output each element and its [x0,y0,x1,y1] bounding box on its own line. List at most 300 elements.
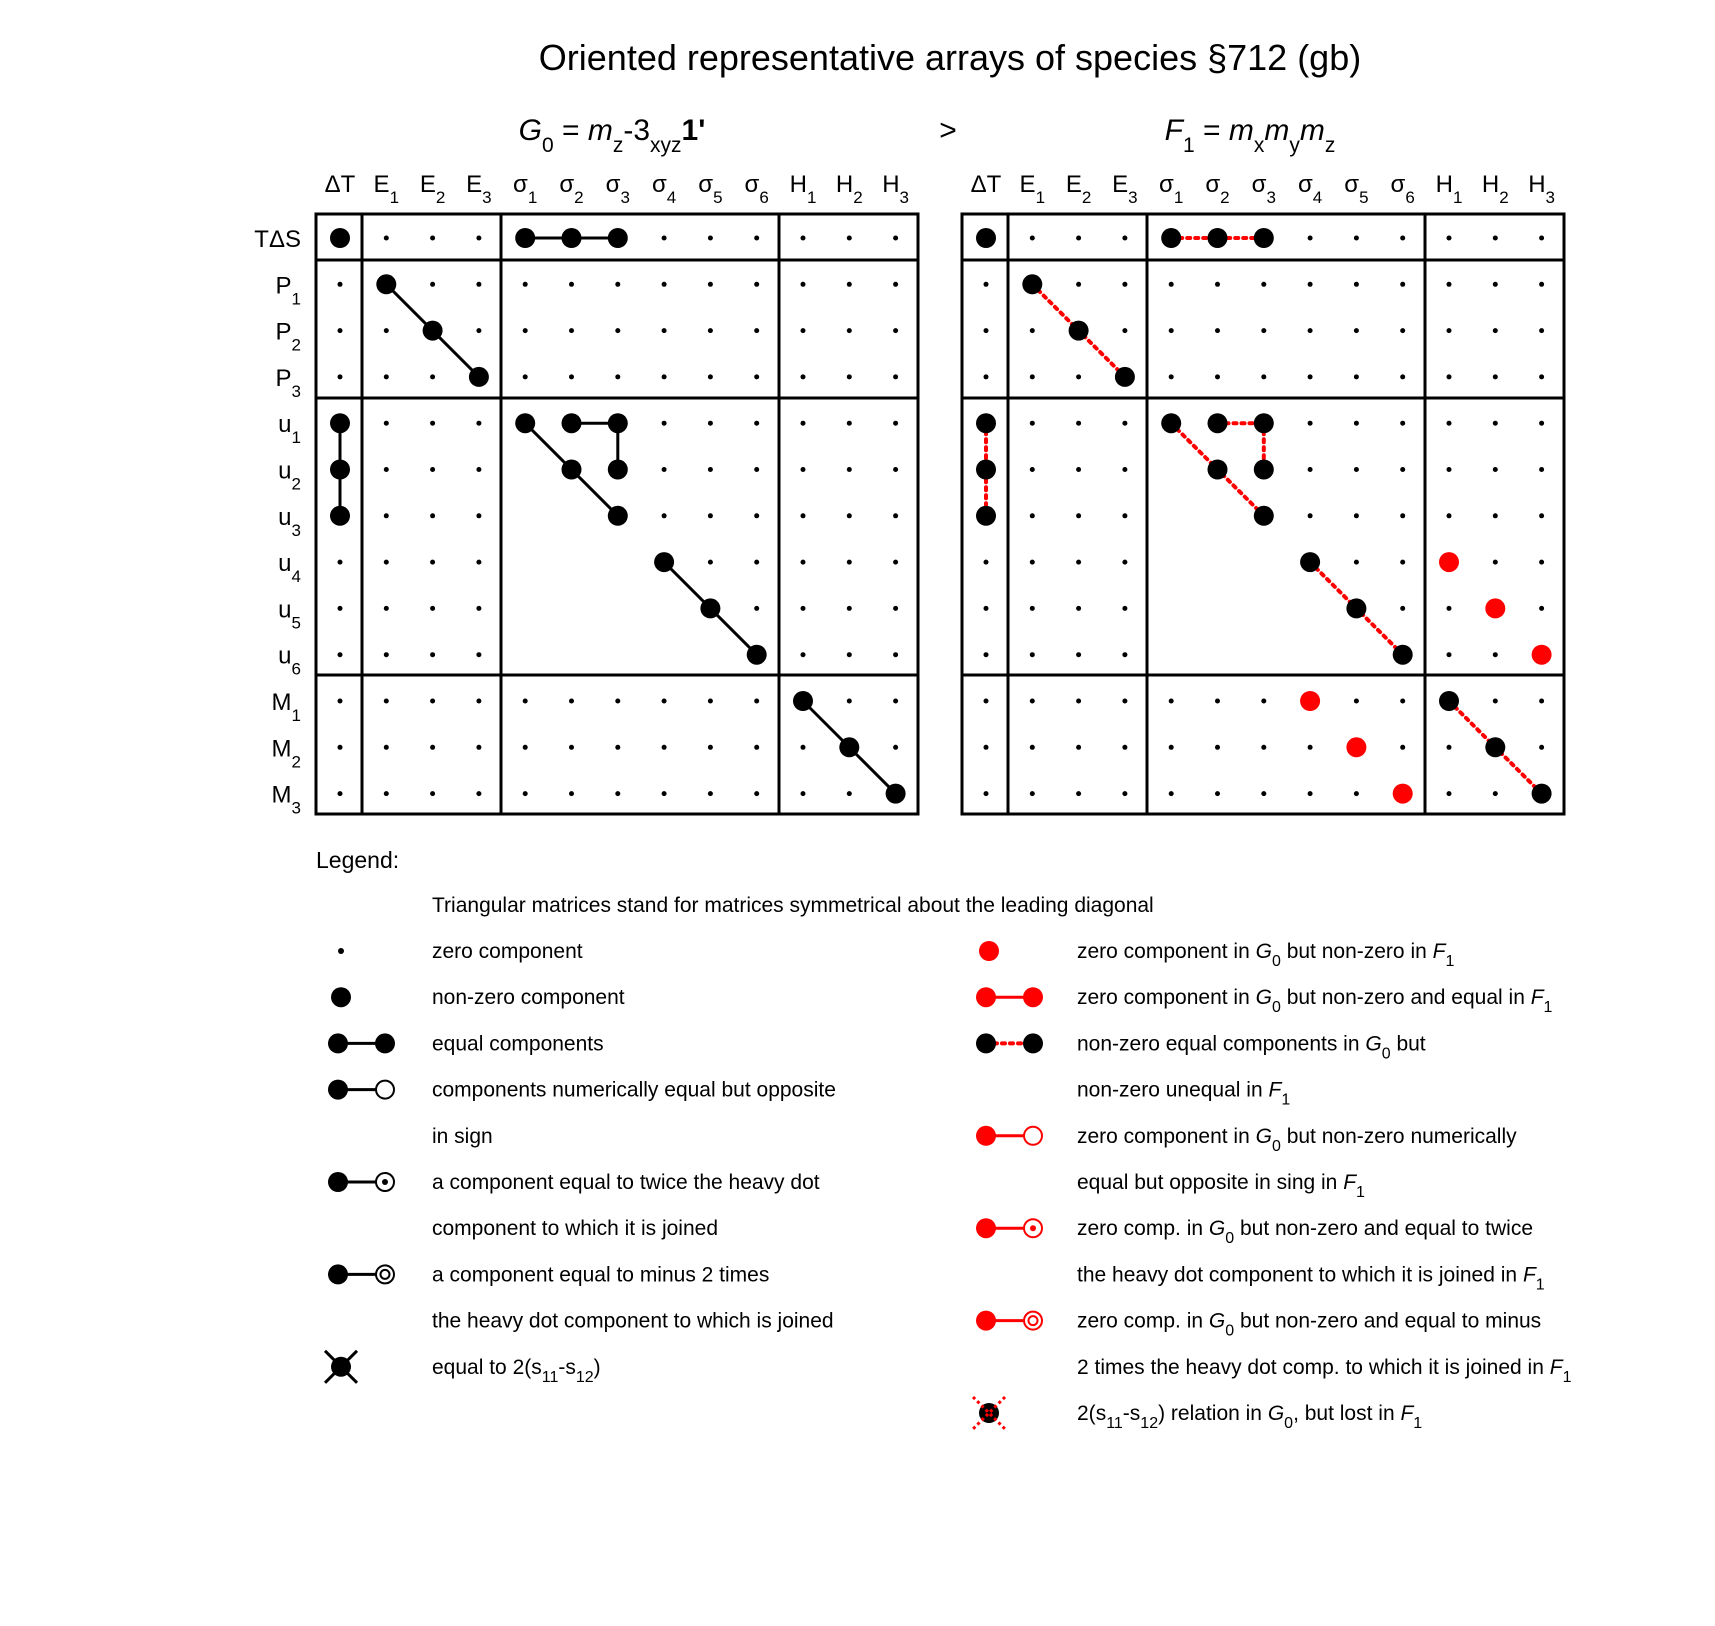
zero-component [338,745,343,750]
zero-component [754,421,759,426]
zero-component [1308,791,1313,796]
zero-component [984,745,989,750]
left-col-header: $E_2$ [419,171,446,207]
zero-component [1076,791,1081,796]
zero-component [1493,699,1498,704]
zero-component [1447,421,1452,426]
zero-component [1076,513,1081,518]
zero-component [1030,791,1035,796]
legend-text: equal components [432,1032,604,1056]
zero-component [801,328,806,333]
legend [316,847,1572,1432]
zero-component [338,328,343,333]
legend-item [325,1351,601,1386]
nonzero-component [423,321,443,341]
zero-component [338,560,343,565]
zero-component [430,560,435,565]
dot-icon [976,1126,996,1146]
zero-component [615,282,620,287]
zero-component [615,328,620,333]
zero-component [615,699,620,704]
zero-component [1308,236,1313,241]
legend-item [328,1263,834,1332]
nonzero-component [562,460,582,480]
zero-component [708,745,713,750]
legend-text: non-zero unequal in $F_1$ [1077,1078,1291,1109]
nonzero-component [1485,737,1505,757]
zero-component [801,282,806,287]
zero-component [1261,328,1266,333]
nonzero-component [1069,321,1089,341]
zero-component [569,282,574,287]
zero-component [476,236,481,241]
zero-component [1447,328,1452,333]
zero-component [523,699,528,704]
zero-component [569,699,574,704]
zero-component [1400,328,1405,333]
nonzero-component [1115,367,1135,387]
zero-component [476,699,481,704]
zero-component [523,745,528,750]
zero-component [1354,236,1359,241]
nonzero-component [330,413,350,433]
zero-component [430,606,435,611]
nonzero-component [747,645,767,665]
nonzero-component [1254,506,1274,526]
zero-component [476,652,481,657]
zero-component [1169,374,1174,379]
left-col-header: $\sigma_5$ [698,171,723,207]
zero-component [1169,791,1174,796]
zero-component [1493,513,1498,518]
nonzero-component [1161,228,1181,248]
zero-component [1169,699,1174,704]
zero-component [847,282,852,287]
zero-component [1400,513,1405,518]
right-col-header: $E_3$ [1112,171,1138,207]
zero-component [1447,606,1452,611]
zero-component [708,513,713,518]
legend-text: zero component in $G_0$ but non-zero in $F_1$ [1077,940,1455,970]
row-header: $u_6$ [278,642,301,679]
zero-component [1354,328,1359,333]
inner-dot-icon [1030,1225,1036,1231]
legend-text: zero component [432,940,583,963]
legend-item [976,1310,1572,1386]
nonzero-component [1161,413,1181,433]
zero-component [569,791,574,796]
inner-dot-icon [382,1179,388,1185]
zero-component [847,236,852,241]
zero-component [754,606,759,611]
zero-component [1400,699,1405,704]
zero-component [338,606,343,611]
zero-component [1539,421,1544,426]
nonzero-component [608,228,628,248]
zero-component [662,328,667,333]
small-dot-icon [338,948,344,954]
zero-component [1122,745,1127,750]
zero-component [384,421,389,426]
zero-component [1215,791,1220,796]
red-component [1393,784,1413,804]
zero-component [384,467,389,472]
right-col-header: $\sigma_2$ [1205,171,1230,207]
legend-text: non-zero equal components in $G_0$ but [1077,1032,1426,1063]
zero-component [476,467,481,472]
zero-component [1030,513,1035,518]
zero-component [430,374,435,379]
zero-component [893,652,898,657]
zero-component [384,606,389,611]
zero-component [1400,282,1405,287]
zero-component [847,467,852,472]
zero-component [847,374,852,379]
zero-component [662,513,667,518]
zero-component [1076,236,1081,241]
nonzero-component [330,506,350,526]
legend-note: Triangular matrices stand for matrices symmetrical about the leading diagonal [432,894,1154,917]
figure-title: Oriented representative arrays of species §712 (gb) [538,37,1362,78]
right-col-header: $\sigma_5$ [1344,171,1369,207]
nonzero-component [1208,460,1228,480]
row-header: $P_3$ [275,364,301,401]
zero-component [430,467,435,472]
legend-text: equal but opposite in sing in $F_1$ [1077,1171,1365,1201]
zero-component [1122,328,1127,333]
zero-component [523,282,528,287]
zero-component [1447,513,1452,518]
zero-component [1493,236,1498,241]
zero-component [801,791,806,796]
zero-component [1122,791,1127,796]
zero-component [1539,282,1544,287]
zero-component [801,513,806,518]
right-col-header: $\sigma_1$ [1159,171,1184,207]
left-col-header: $\sigma_2$ [559,171,584,207]
zero-component [1122,513,1127,518]
zero-component [1493,421,1498,426]
dot-icon [328,1172,348,1192]
zero-component [893,513,898,518]
zero-component [708,560,713,565]
row-header: $u_2$ [278,457,301,494]
zero-component [801,745,806,750]
zero-component [893,699,898,704]
zero-component [1308,328,1313,333]
nonzero-component [700,598,720,618]
zero-component [754,699,759,704]
zero-component [1122,560,1127,565]
zero-component [847,560,852,565]
legend-item [338,940,583,963]
nonzero-component [1208,413,1228,433]
relation-symbol: > [939,114,957,147]
left-col-header: $\sigma_6$ [744,171,769,207]
zero-component [801,467,806,472]
left-matrix [254,171,918,818]
nonzero-component [886,784,906,804]
zero-component [1308,467,1313,472]
zero-component [754,791,759,796]
nonzero-component [1346,598,1366,618]
legend-item [976,1217,1545,1293]
row-header: $P_1$ [275,272,301,309]
zero-component [1076,467,1081,472]
row-header: $M_3$ [271,781,301,818]
zero-component [847,328,852,333]
right-col-header: $H_2$ [1481,171,1509,207]
row-header: $M_2$ [271,735,301,772]
nonzero-component [1393,645,1413,665]
zero-component [754,513,759,518]
legend-item [976,1032,1426,1108]
red-component [1346,737,1366,757]
dot-icon [976,1311,996,1331]
nonzero-component [839,737,859,757]
left-col-header: $H_3$ [882,171,910,207]
left-col-header: $E_1$ [373,171,400,207]
nonzero-component [469,367,489,387]
zero-component [1354,282,1359,287]
legend-text: zero component in $G_0$ but non-zero numerically [1077,1124,1517,1155]
group-formula: $G_0 = m_z-3_{xyz}1'$ [518,114,706,157]
zero-component [476,791,481,796]
dot-icon [976,1033,996,1053]
row-header: $u_1$ [278,411,301,448]
zero-component [893,606,898,611]
right-col-header: $\sigma_4$ [1297,171,1323,207]
nonzero-component [562,413,582,433]
zero-component [569,328,574,333]
zero-component [1493,328,1498,333]
zero-component [662,236,667,241]
dot-icon [979,941,999,961]
zero-component [1308,513,1313,518]
nonzero-component [976,460,996,480]
zero-component [1122,282,1127,287]
zero-component [1539,374,1544,379]
zero-component [1030,374,1035,379]
zero-component [1030,467,1035,472]
zero-component [662,745,667,750]
zero-component [1076,606,1081,611]
zero-component [708,282,713,287]
right-col-header: $\sigma_6$ [1390,171,1415,207]
zero-component [847,699,852,704]
nonzero-component [330,228,350,248]
zero-component [1261,745,1266,750]
zero-component [1076,745,1081,750]
zero-component [1030,699,1035,704]
right-col-header: $E_1$ [1019,171,1046,207]
zero-component [1030,421,1035,426]
nonzero-component [608,413,628,433]
legend-text: 2 times the heavy dot comp. to which it is joined in $F_1$ [1077,1355,1572,1386]
legend-item [979,940,1454,970]
left-group-header [519,114,706,157]
nonzero-component [608,460,628,480]
zero-component [476,421,481,426]
zero-component [1400,421,1405,426]
zero-component [754,745,759,750]
zero-component [1215,328,1220,333]
right-group-header [1165,114,1336,157]
zero-component [1169,328,1174,333]
ring-icon [376,1265,394,1283]
zero-component [384,513,389,518]
zero-component [662,791,667,796]
zero-component [476,328,481,333]
zero-component [1215,745,1220,750]
zero-component [984,328,989,333]
zero-component [1493,467,1498,472]
zero-component [569,374,574,379]
zero-component [1076,560,1081,565]
zero-component [1400,236,1405,241]
dot-icon [328,1264,348,1284]
zero-component [1539,699,1544,704]
right-col-header: $\sigma_3$ [1251,171,1276,207]
zero-component [1447,236,1452,241]
left-col-header: $\sigma_4$ [651,171,677,207]
row-header: TΔS [254,226,301,253]
right-matrix [962,171,1564,814]
legend-heading: Legend: [316,847,400,873]
zero-component [1076,652,1081,657]
zero-component [384,699,389,704]
nonzero-component [976,506,996,526]
zero-component [893,374,898,379]
nonzero-component [1208,228,1228,248]
zero-component [708,699,713,704]
zero-component [708,374,713,379]
red-component [1300,691,1320,711]
zero-component [338,791,343,796]
zero-component [1030,560,1035,565]
zero-component [1261,374,1266,379]
zero-component [476,560,481,565]
legend-text: zero component in $G_0$ but non-zero and equal in $F_1$ [1077,986,1553,1017]
nonzero-component [515,413,535,433]
zero-component [1493,374,1498,379]
zero-component [893,467,898,472]
zero-component [754,282,759,287]
nonzero-component [654,552,674,572]
row-header: $u_3$ [278,503,301,540]
dot-icon [375,1033,395,1053]
zero-component [1447,745,1452,750]
zero-component [615,745,620,750]
zero-component [847,606,852,611]
nonzero-component [1300,552,1320,572]
zero-component [1493,791,1498,796]
zero-component [662,282,667,287]
zero-component [430,699,435,704]
left-col-header: ΔT [324,171,356,198]
zero-component [430,513,435,518]
zero-component [801,606,806,611]
zero-component [1215,374,1220,379]
nonzero-component [793,691,813,711]
dot-icon [328,1033,348,1053]
zero-component [1030,606,1035,611]
zero-component [1447,374,1452,379]
zero-component [523,791,528,796]
nonzero-component [976,228,996,248]
zero-component [338,282,343,287]
ring-icon [376,1081,394,1099]
zero-component [847,791,852,796]
zero-component [893,236,898,241]
row-header: $P_2$ [275,318,301,355]
zero-component [1215,699,1220,704]
legend-item [328,1171,820,1240]
zero-component [1447,791,1452,796]
zero-component [893,328,898,333]
dot-icon [331,987,351,1007]
zero-component [662,699,667,704]
right-col-header: ΔT [970,171,1002,198]
zero-component [1400,745,1405,750]
nonzero-component [1532,784,1552,804]
zero-component [615,791,620,796]
zero-component [1076,282,1081,287]
zero-component [1400,606,1405,611]
zero-component [708,421,713,426]
zero-component [384,374,389,379]
zero-component [847,652,852,657]
nonzero-component [1022,274,1042,294]
left-col-header: $E_3$ [466,171,492,207]
zero-component [662,421,667,426]
zero-component [430,421,435,426]
zero-component [569,745,574,750]
legend-text: the heavy dot component to which it is joined in $F_1$ [1077,1263,1545,1294]
nonzero-component [330,460,350,480]
zero-component [1447,467,1452,472]
zero-component [1539,560,1544,565]
zero-component [662,374,667,379]
zero-component [893,560,898,565]
zero-component [338,699,343,704]
zero-component [384,236,389,241]
zero-component [430,236,435,241]
right-col-header: $H_1$ [1435,171,1463,207]
nonzero-component [376,274,396,294]
zero-component [984,282,989,287]
zero-component [384,745,389,750]
zero-component [1169,282,1174,287]
zero-component [384,560,389,565]
zero-component [1354,791,1359,796]
zero-component [984,560,989,565]
nonzero-component [1254,460,1274,480]
zero-component [1030,328,1035,333]
dot-icon [1023,987,1043,1007]
zero-component [476,513,481,518]
zero-component [1539,606,1544,611]
zero-component [1261,699,1266,704]
zero-component [523,374,528,379]
zero-component [1122,467,1127,472]
zero-component [523,328,528,333]
zero-component [984,699,989,704]
zero-component [1354,374,1359,379]
zero-component [708,328,713,333]
legend-text: components numerically equal but opposite [432,1078,836,1102]
zero-component [708,236,713,241]
